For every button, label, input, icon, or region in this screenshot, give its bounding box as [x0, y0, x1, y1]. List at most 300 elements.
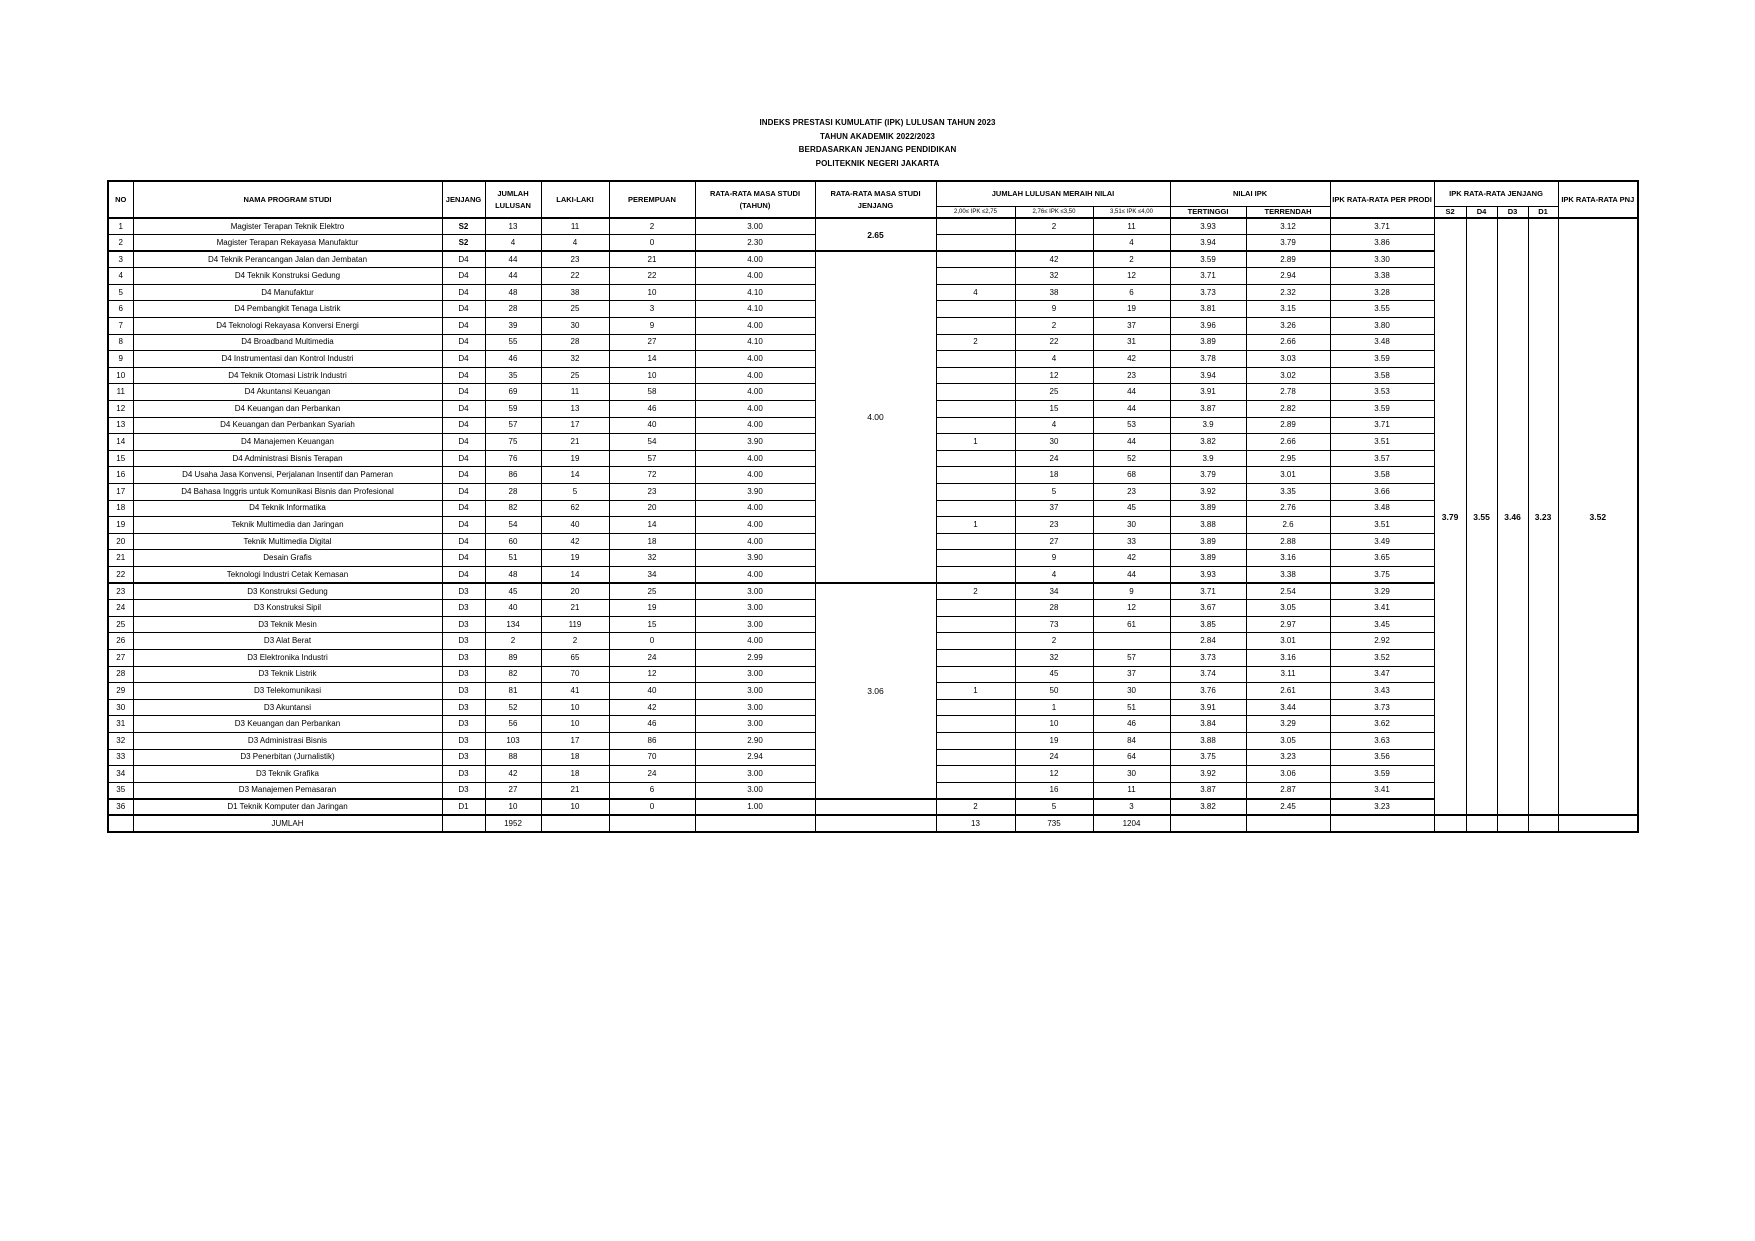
cell-jumlah: 69: [485, 384, 541, 401]
cell-c2: 34: [1015, 583, 1093, 600]
cell-jenjang: D3: [442, 766, 485, 783]
cell-c1: [936, 467, 1015, 484]
cell-c2: 5: [1015, 799, 1093, 816]
cell-jumlah: 57: [485, 417, 541, 434]
cell-jenjang: D3: [442, 749, 485, 766]
cell-c1: [936, 417, 1015, 434]
cell-tinggi: 3.88: [1170, 732, 1246, 749]
cell-c1: 4: [936, 284, 1015, 301]
cell-nama: D3 Keuangan dan Perbankan: [133, 716, 442, 733]
cell-laki: 41: [541, 683, 609, 700]
total-empty: [108, 815, 133, 832]
cell-masa: 4.00: [695, 450, 815, 467]
cell-laki: 30: [541, 318, 609, 335]
header-jumlah-nilai: JUMLAH LULUSAN MERAIH NILAI: [936, 181, 1170, 207]
cell-c1: [936, 533, 1015, 550]
cell-no: 11: [108, 384, 133, 401]
cell-prodi: 3.52: [1330, 649, 1434, 666]
cell-tinggi: 3.94: [1170, 235, 1246, 252]
cell-c3: 30: [1093, 683, 1170, 700]
cell-tinggi: 2.84: [1170, 633, 1246, 650]
cell-nama: D3 Telekomunikasi: [133, 683, 442, 700]
header-cond-2: 2,76≤ IPK ≤3,50: [1015, 207, 1093, 219]
cell-no: 23: [108, 583, 133, 600]
total-empty: [1497, 815, 1528, 832]
cell-jumlah: 54: [485, 517, 541, 534]
cell-perempuan: 46: [609, 716, 695, 733]
cell-rendah: 3.23: [1246, 749, 1330, 766]
cell-perempuan: 6: [609, 782, 695, 799]
cell-c2: 9: [1015, 550, 1093, 567]
cell-rendah: 2.82: [1246, 401, 1330, 418]
total-empty: [695, 815, 815, 832]
cell-c1: 2: [936, 583, 1015, 600]
cell-rendah: 3.01: [1246, 633, 1330, 650]
header-terendah: TERRENDAH: [1246, 207, 1330, 219]
cell-masa: 3.90: [695, 434, 815, 451]
cell-masa: 4.00: [695, 401, 815, 418]
cell-perempuan: 24: [609, 766, 695, 783]
cell-c3: 3: [1093, 799, 1170, 816]
header-d3: D3: [1497, 207, 1528, 219]
cell-perempuan: 14: [609, 517, 695, 534]
cell-masa: 4.00: [695, 251, 815, 268]
cell-masa: 4.00: [695, 318, 815, 335]
cell-no: 19: [108, 517, 133, 534]
cell-jenjang: D1: [442, 799, 485, 816]
cell-jenjang: D3: [442, 583, 485, 600]
cell-jumlah: 48: [485, 566, 541, 583]
cell-rendah: 2.76: [1246, 500, 1330, 517]
cell-c1: [936, 450, 1015, 467]
cell-jenjang: D3: [442, 782, 485, 799]
cell-perempuan: 2: [609, 218, 695, 235]
cell-masa-jenjang-d4: 4.00: [815, 251, 936, 583]
cell-no: 6: [108, 301, 133, 318]
cell-c3: 53: [1093, 417, 1170, 434]
cell-perempuan: 22: [609, 268, 695, 285]
header-nilai-ipk: NILAI IPK: [1170, 181, 1330, 207]
header-masa-studi-jenjang: RATA-RATA MASA STUDI JENJANG: [815, 181, 936, 218]
cell-c3: [1093, 633, 1170, 650]
cell-rendah: 2.61: [1246, 683, 1330, 700]
cell-perempuan: 58: [609, 384, 695, 401]
cell-jenjang: D4: [442, 251, 485, 268]
cell-jumlah: 46: [485, 351, 541, 368]
cell-tinggi: 3.74: [1170, 666, 1246, 683]
cell-nama: Teknologi Industri Cetak Kemasan: [133, 566, 442, 583]
cell-c2: 10: [1015, 716, 1093, 733]
cell-c2: 15: [1015, 401, 1093, 418]
cell-rendah: 2.54: [1246, 583, 1330, 600]
cell-jenjang: D4: [442, 301, 485, 318]
cell-prodi: 3.51: [1330, 434, 1434, 451]
header-laki-laki: LAKI-LAKI: [541, 181, 609, 218]
total-empty: [1246, 815, 1330, 832]
cell-perempuan: 10: [609, 367, 695, 384]
table-row: [108, 251, 1638, 268]
cell-prodi: 3.45: [1330, 616, 1434, 633]
cell-prodi: 3.59: [1330, 351, 1434, 368]
cell-jumlah: 60: [485, 533, 541, 550]
cell-jumlah: 52: [485, 699, 541, 716]
cell-masa: 3.00: [695, 218, 815, 235]
cell-nama: D4 Bahasa Inggris untuk Komunikasi Bisnis dan Profesional: [133, 484, 442, 501]
cell-c3: 33: [1093, 533, 1170, 550]
cell-c2: 2: [1015, 318, 1093, 335]
cell-jenjang: D3: [442, 600, 485, 617]
report-subtitle-year: TAHUN AKADEMIK 2022/2023: [820, 131, 935, 141]
cell-tinggi: 3.87: [1170, 401, 1246, 418]
cell-tinggi: 3.71: [1170, 268, 1246, 285]
cell-rendah: 3.05: [1246, 600, 1330, 617]
cell-c2: 24: [1015, 450, 1093, 467]
cell-prodi: 3.75: [1330, 566, 1434, 583]
cell-no: 21: [108, 550, 133, 567]
cell-prodi: 3.41: [1330, 600, 1434, 617]
header-perempuan: PEREMPUAN: [609, 181, 695, 218]
header-d4: D4: [1466, 207, 1497, 219]
cell-no: 27: [108, 649, 133, 666]
cell-masa: 3.00: [695, 782, 815, 799]
cell-no: 4: [108, 268, 133, 285]
cell-laki: 20: [541, 583, 609, 600]
cell-c2: 18: [1015, 467, 1093, 484]
total-empty: [609, 815, 695, 832]
cell-laki: 25: [541, 301, 609, 318]
cell-no: 35: [108, 782, 133, 799]
cell-c3: 45: [1093, 500, 1170, 517]
cell-jumlah: 10: [485, 799, 541, 816]
cell-rendah: 2.89: [1246, 417, 1330, 434]
cell-c3: 11: [1093, 218, 1170, 235]
cell-c1: [936, 301, 1015, 318]
cell-c1: [936, 550, 1015, 567]
cell-c1: [936, 484, 1015, 501]
cell-c3: 52: [1093, 450, 1170, 467]
cell-masa: 4.00: [695, 500, 815, 517]
cell-jenjang: D4: [442, 484, 485, 501]
cell-laki: 14: [541, 566, 609, 583]
cell-jumlah: 86: [485, 467, 541, 484]
cell-no: 7: [108, 318, 133, 335]
cell-jumlah: 59: [485, 401, 541, 418]
report-subtitle-basis: BERDASARKAN JENJANG PENDIDIKAN: [798, 145, 957, 154]
cell-c3: 30: [1093, 517, 1170, 534]
cell-c3: 37: [1093, 666, 1170, 683]
cell-c2: 24: [1015, 749, 1093, 766]
cell-c1: [936, 766, 1015, 783]
cell-rendah: 3.05: [1246, 732, 1330, 749]
cell-rendah: 2.94: [1246, 268, 1330, 285]
cell-tinggi: 3.88: [1170, 517, 1246, 534]
cell-rendah: 2.6: [1246, 517, 1330, 534]
cell-rendah: 3.12: [1246, 218, 1330, 235]
cell-nama: D1 Teknik Komputer dan Jaringan: [133, 799, 442, 816]
cell-jumlah: 51: [485, 550, 541, 567]
cell-prodi: 3.71: [1330, 417, 1434, 434]
header-ipk-prodi: IPK RATA-RATA PER PRODI: [1330, 181, 1434, 218]
cell-perempuan: 57: [609, 450, 695, 467]
cell-jumlah: 103: [485, 732, 541, 749]
cell-c1: [936, 351, 1015, 368]
cell-laki: 38: [541, 284, 609, 301]
header-no: NO: [108, 181, 133, 218]
cell-jumlah: 134: [485, 616, 541, 633]
cell-ipk-jenjang-d4: 3.55: [1466, 218, 1497, 815]
header-nama-program-studi: NAMA PROGRAM STUDI: [133, 181, 442, 218]
cell-c1: [936, 732, 1015, 749]
cell-laki: 5: [541, 484, 609, 501]
cell-c2: [1015, 235, 1093, 252]
cell-c1: 2: [936, 799, 1015, 816]
cell-laki: 70: [541, 666, 609, 683]
cell-c1: [936, 367, 1015, 384]
cell-no: 25: [108, 616, 133, 633]
cell-masa: 2.99: [695, 649, 815, 666]
total-empty: [541, 815, 609, 832]
cell-c2: 30: [1015, 434, 1093, 451]
cell-nama: D4 Administrasi Bisnis Terapan: [133, 450, 442, 467]
cell-c2: 50: [1015, 683, 1093, 700]
cell-laki: 21: [541, 600, 609, 617]
cell-perempuan: 0: [609, 799, 695, 816]
cell-prodi: 3.48: [1330, 500, 1434, 517]
cell-c1: 1: [936, 434, 1015, 451]
cell-jumlah: 2: [485, 633, 541, 650]
cell-tinggi: 3.82: [1170, 434, 1246, 451]
cell-c3: 4: [1093, 235, 1170, 252]
cell-prodi: 3.71: [1330, 218, 1434, 235]
cell-no: 29: [108, 683, 133, 700]
cell-tinggi: 3.87: [1170, 782, 1246, 799]
cell-perempuan: 24: [609, 649, 695, 666]
cell-prodi: 3.62: [1330, 716, 1434, 733]
cell-nama: D3 Teknik Grafika: [133, 766, 442, 783]
cell-c1: [936, 218, 1015, 235]
cell-jumlah: 4: [485, 235, 541, 252]
cell-laki: 65: [541, 649, 609, 666]
cell-masa: 4.00: [695, 467, 815, 484]
cell-no: 22: [108, 566, 133, 583]
cell-c2: 2: [1015, 633, 1093, 650]
cell-jenjang: D4: [442, 284, 485, 301]
cell-c3: 84: [1093, 732, 1170, 749]
cell-nama: D4 Broadband Multimedia: [133, 334, 442, 351]
cell-tinggi: 3.84: [1170, 716, 1246, 733]
cell-laki: 32: [541, 351, 609, 368]
cell-laki: 21: [541, 434, 609, 451]
cell-perempuan: 54: [609, 434, 695, 451]
cell-laki: 23: [541, 251, 609, 268]
cell-nama: D4 Teknologi Rekayasa Konversi Energi: [133, 318, 442, 335]
cell-masa: 4.10: [695, 284, 815, 301]
cell-laki: 18: [541, 749, 609, 766]
cell-rendah: 3.15: [1246, 301, 1330, 318]
cell-rendah: 3.29: [1246, 716, 1330, 733]
cell-tinggi: 3.71: [1170, 583, 1246, 600]
cell-tinggi: 3.89: [1170, 500, 1246, 517]
total-c3: 1204: [1093, 815, 1170, 832]
cell-prodi: 3.55: [1330, 301, 1434, 318]
cell-tinggi: 3.9: [1170, 450, 1246, 467]
cell-c3: 37: [1093, 318, 1170, 335]
cell-prodi: 3.29: [1330, 583, 1434, 600]
cell-c3: 6: [1093, 284, 1170, 301]
cell-tinggi: 3.96: [1170, 318, 1246, 335]
cell-tinggi: 3.9: [1170, 417, 1246, 434]
cell-rendah: 3.38: [1246, 566, 1330, 583]
cell-c3: 57: [1093, 649, 1170, 666]
cell-c3: 23: [1093, 484, 1170, 501]
cell-jumlah: 88: [485, 749, 541, 766]
cell-tinggi: 3.89: [1170, 334, 1246, 351]
cell-jenjang: S2: [442, 218, 485, 235]
cell-laki: 17: [541, 732, 609, 749]
cell-c1: 2: [936, 334, 1015, 351]
cell-rendah: 2.87: [1246, 782, 1330, 799]
cell-c3: 64: [1093, 749, 1170, 766]
cell-prodi: 3.53: [1330, 384, 1434, 401]
cell-jumlah: 45: [485, 583, 541, 600]
cell-laki: 28: [541, 334, 609, 351]
cell-nama: Teknik Multimedia Digital: [133, 533, 442, 550]
cell-jenjang: D4: [442, 517, 485, 534]
cell-prodi: 3.28: [1330, 284, 1434, 301]
cell-perempuan: 32: [609, 550, 695, 567]
cell-jumlah: 56: [485, 716, 541, 733]
cell-c3: 44: [1093, 401, 1170, 418]
cell-jenjang: D3: [442, 616, 485, 633]
cell-jenjang: S2: [442, 235, 485, 252]
cell-jumlah: 82: [485, 666, 541, 683]
cell-no: 8: [108, 334, 133, 351]
cell-jenjang: D4: [442, 351, 485, 368]
cell-c1: [936, 699, 1015, 716]
header-cond-1: 2,00≤ IPK ≤2,75: [936, 207, 1015, 219]
cell-tinggi: 3.76: [1170, 683, 1246, 700]
cell-c1: [936, 318, 1015, 335]
cell-no: 12: [108, 401, 133, 418]
cell-c3: 19: [1093, 301, 1170, 318]
cell-no: 34: [108, 766, 133, 783]
report-title: INDEKS PRESTASI KUMULATIF (IPK) LULUSAN TAHUN 2023: [759, 118, 996, 127]
cell-prodi: 3.38: [1330, 268, 1434, 285]
cell-jenjang: D4: [442, 500, 485, 517]
cell-tinggi: 3.92: [1170, 766, 1246, 783]
header-d1: D1: [1528, 207, 1558, 219]
cell-laki: 19: [541, 450, 609, 467]
cell-tinggi: 3.85: [1170, 616, 1246, 633]
header-jumlah-lulusan: JUMLAH LULUSAN: [485, 181, 541, 218]
cell-nama: D3 Teknik Listrik: [133, 666, 442, 683]
cell-jenjang: D4: [442, 533, 485, 550]
cell-jenjang: D4: [442, 367, 485, 384]
cell-c3: 42: [1093, 550, 1170, 567]
cell-perempuan: 0: [609, 235, 695, 252]
total-empty: [815, 815, 936, 832]
cell-prodi: 3.86: [1330, 235, 1434, 252]
cell-prodi: 3.43: [1330, 683, 1434, 700]
cell-perempuan: 0: [609, 633, 695, 650]
cell-c2: 38: [1015, 284, 1093, 301]
cell-prodi: 3.47: [1330, 666, 1434, 683]
cell-jumlah: 55: [485, 334, 541, 351]
cell-perempuan: 19: [609, 600, 695, 617]
cell-perempuan: 15: [609, 616, 695, 633]
cell-rendah: 3.16: [1246, 649, 1330, 666]
cell-masa-jenjang-d1: [815, 799, 936, 816]
cell-c2: 28: [1015, 600, 1093, 617]
cell-nama: Desain Grafis: [133, 550, 442, 567]
cell-c1: [936, 749, 1015, 766]
report-institution: POLITEKNIK NEGERI JAKARTA: [815, 158, 940, 168]
cell-jenjang: D4: [442, 566, 485, 583]
cell-perempuan: 21: [609, 251, 695, 268]
cell-jenjang: D3: [442, 633, 485, 650]
total-jumlah: 1952: [485, 815, 541, 832]
cell-laki: 10: [541, 699, 609, 716]
cell-perempuan: 14: [609, 351, 695, 368]
cell-tinggi: 3.89: [1170, 550, 1246, 567]
cell-jenjang: D4: [442, 268, 485, 285]
cell-tinggi: 3.91: [1170, 699, 1246, 716]
cell-rendah: 2.89: [1246, 251, 1330, 268]
cell-jenjang: D3: [442, 716, 485, 733]
cell-jumlah: 89: [485, 649, 541, 666]
cell-prodi: 3.41: [1330, 782, 1434, 799]
cell-masa: 4.00: [695, 351, 815, 368]
cell-nama: D3 Konstruksi Gedung: [133, 583, 442, 600]
cell-no: 32: [108, 732, 133, 749]
cell-c2: 4: [1015, 417, 1093, 434]
cell-laki: 22: [541, 268, 609, 285]
cell-perempuan: 10: [609, 284, 695, 301]
cell-jumlah: 40: [485, 600, 541, 617]
cell-masa: 2.94: [695, 749, 815, 766]
cell-c2: 23: [1015, 517, 1093, 534]
cell-c2: 25: [1015, 384, 1093, 401]
cell-prodi: 3.59: [1330, 401, 1434, 418]
cell-c2: 22: [1015, 334, 1093, 351]
table-body: [108, 218, 1638, 832]
cell-no: 3: [108, 251, 133, 268]
cell-jenjang: D3: [442, 699, 485, 716]
cell-rendah: 2.78: [1246, 384, 1330, 401]
table-row: [108, 218, 1638, 235]
cell-prodi: 3.48: [1330, 334, 1434, 351]
cell-c1: [936, 782, 1015, 799]
total-empty: [1330, 815, 1434, 832]
cell-tinggi: 3.89: [1170, 533, 1246, 550]
cell-nama: D4 Usaha Jasa Konvensi, Perjalanan Insentif dan Pameran: [133, 467, 442, 484]
cell-tinggi: 3.67: [1170, 600, 1246, 617]
cell-c3: 42: [1093, 351, 1170, 368]
total-empty: [1466, 815, 1497, 832]
cell-jumlah: 76: [485, 450, 541, 467]
cell-c3: 46: [1093, 716, 1170, 733]
cell-masa: 3.90: [695, 550, 815, 567]
cell-tinggi: 3.93: [1170, 566, 1246, 583]
cell-no: 31: [108, 716, 133, 733]
cell-laki: 14: [541, 467, 609, 484]
header-masa-studi: RATA-RATA MASA STUDI (TAHUN): [695, 181, 815, 218]
cell-rendah: 3.01: [1246, 467, 1330, 484]
cell-c1: [936, 600, 1015, 617]
cell-jenjang: D4: [442, 334, 485, 351]
cell-perempuan: 86: [609, 732, 695, 749]
cell-masa-jenjang-d3: 3.06: [815, 583, 936, 799]
